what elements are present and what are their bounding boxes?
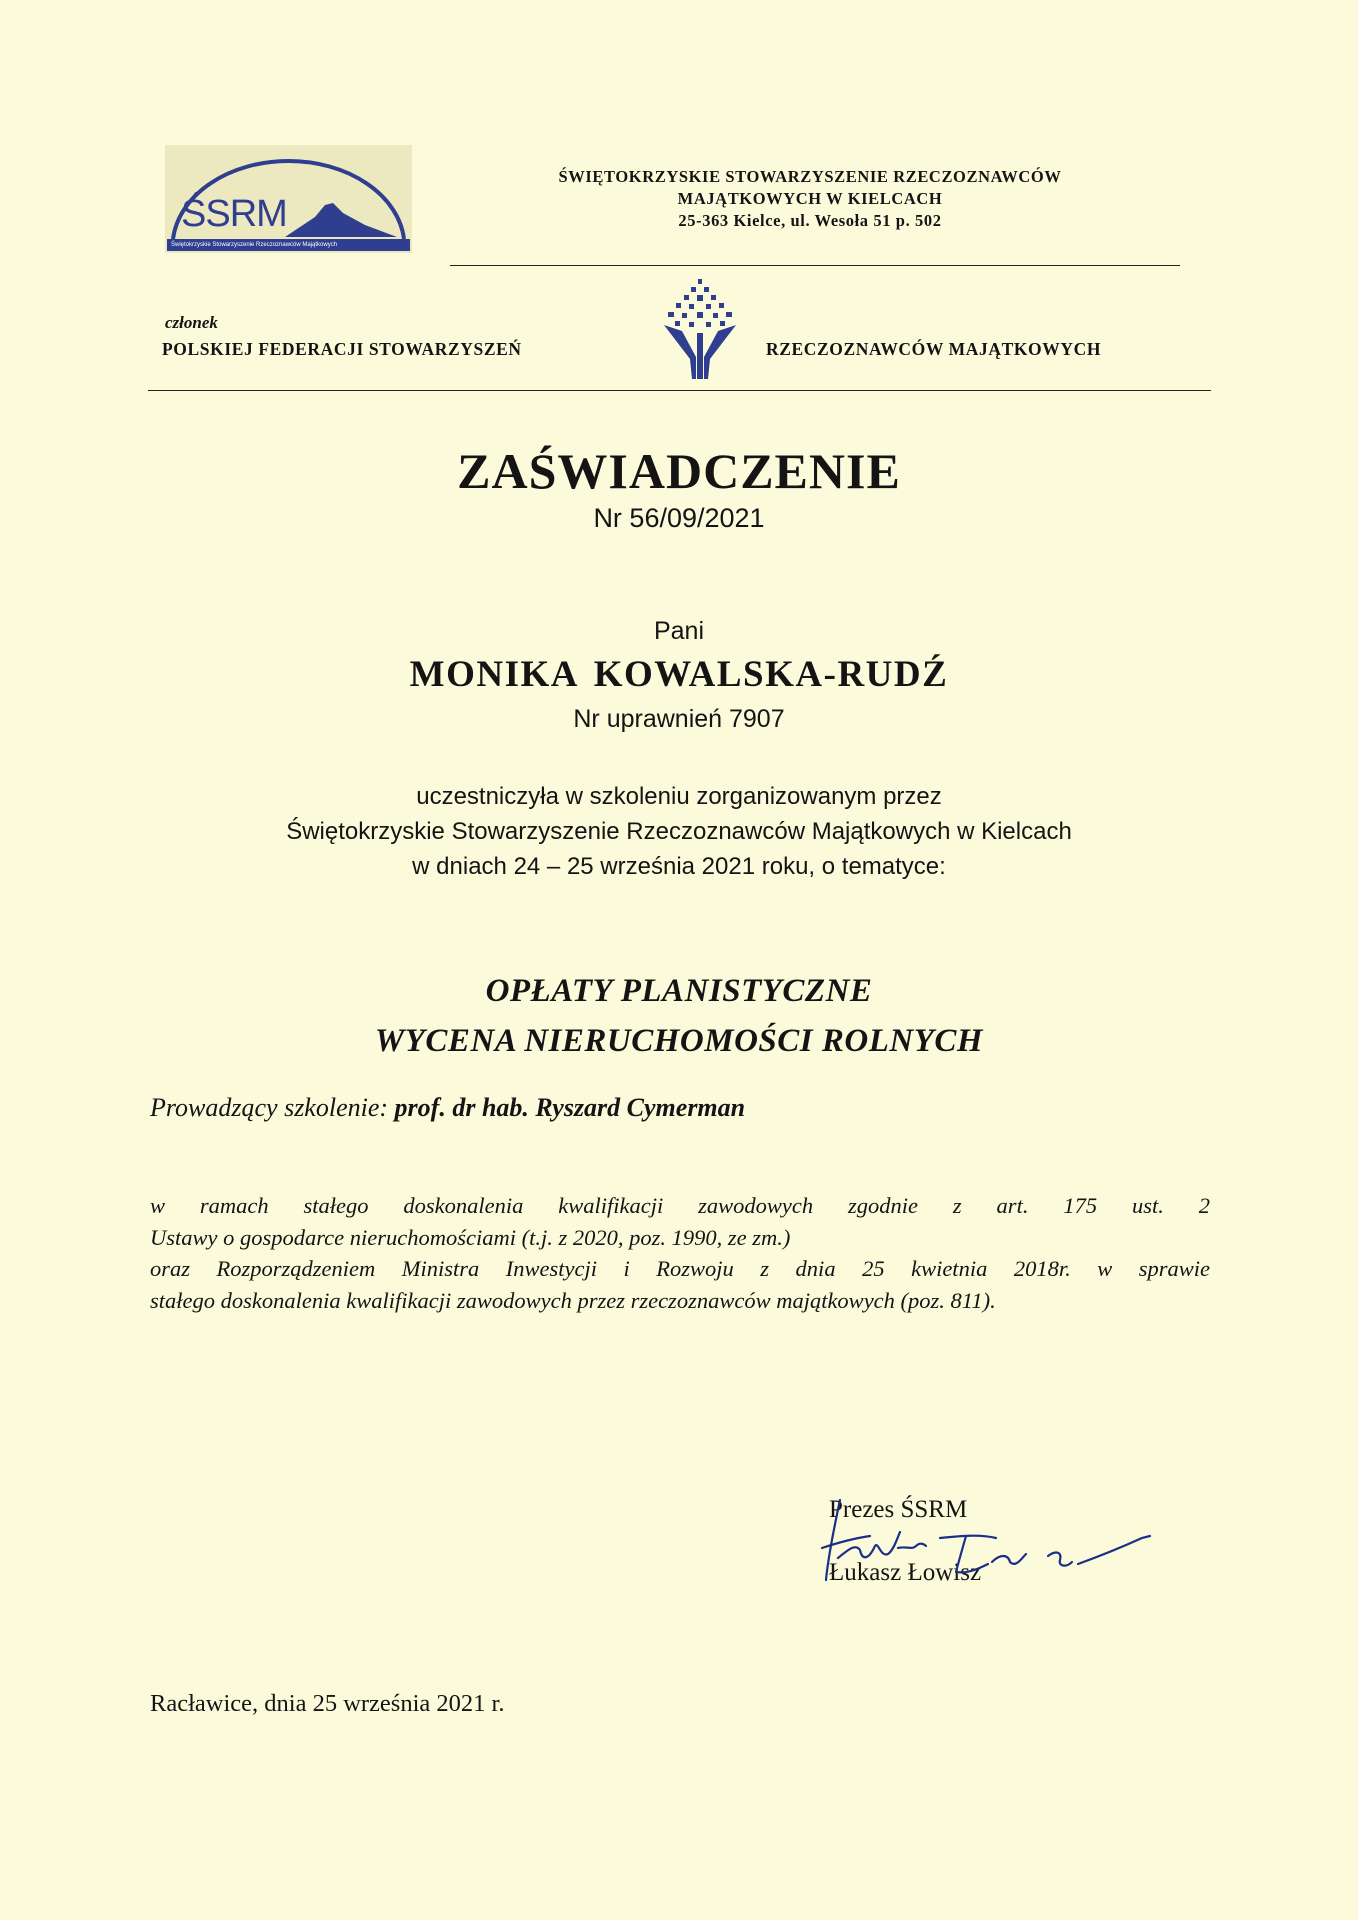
topic-line1: OPŁATY PLANISTYCZNE [485,973,873,1009]
recipient-license: Nr uprawnień 7907 [573,705,785,733]
place-and-date: Racławice, dnia 25 września 2021 r. [150,1690,505,1717]
handwritten-signature [820,1488,1160,1598]
federation-emblem-icon [658,275,742,385]
statement-line3: w dniach 24 – 25 września 2021 roku, o tematyce: [412,853,946,880]
certificate-number: Nr 56/09/2021 [593,503,765,533]
organization-address: 25-363 Kielce, ul. Wesoła 51 p. 502 [678,211,942,230]
organization-block [470,166,1150,232]
legal-line2: Ustawy o gospodarce nieruchomościami (t.j. z 2020, poz. 1990, ze zm.) [150,1224,791,1250]
federation-name-right: RZECZOZNAWCÓW MAJĄTKOWYCH [766,339,1102,359]
legal-line3: oraz Rozporządzeniem Ministra Inwestycji i Rozwoju z dnia 25 kwietnia 2018r. w sprawie [150,1256,1210,1281]
membership-label: członek [165,313,218,332]
certificate-title: ZAŚWIADCZENIE [457,443,901,499]
legal-basis [150,1190,1210,1316]
legal-line1: w ramach stałego doskonalenia kwalifikacji zawodowych zgodnie z art. 175 ust. 2 [150,1193,1210,1218]
legal-line4: stałego doskonalenia kwalifikacji zawodowych przez rzeczoznawców majątkowych (poz. 811). [150,1287,996,1313]
training-topic [0,966,1358,1066]
header-divider [450,265,1180,266]
lecturer [150,1093,745,1123]
participation-statement [0,779,1358,884]
ssrm-logo [165,145,412,253]
membership-divider [148,390,1211,391]
statement-line1: uczestniczyła w szkoleniu zorganizowanym przez [416,783,942,810]
statement-line2: Świętokrzyskie Stowarzyszenie Rzeczoznawców Majątkowych w Kielcach [286,818,1072,845]
recipient-name: MONIKA KOWALSKA-RUDŹ [409,654,949,695]
organization-name-line1: ŚWIĘTOKRZYSKIE STOWARZYSZENIE RZECZOZNAWCÓW [558,167,1062,186]
federation-name-left: POLSKIEJ FEDERACJI STOWARZYSZEŃ [162,339,522,359]
topic-line2: WYCENA NIERUCHOMOŚCI ROLNYCH [374,1023,984,1059]
lecturer-name: prof. dr hab. Ryszard Cymerman [394,1093,746,1122]
logo-letters: ŚSRM [181,193,287,235]
logo-strip: Świętokrzyskie Stowarzyszenie Rzeczoznawców Majątkowych [167,239,410,251]
recipient-salutation: Pani [653,617,705,645]
lecturer-label: Prowadzący szkolenie: [150,1093,389,1122]
signatory-name: Łukasz Łowisz [829,1559,982,1586]
organization-name-line2: MAJĄTKOWYCH W KIELCACH [677,189,943,208]
signatory-title: Prezes ŚSRM [829,1496,968,1523]
